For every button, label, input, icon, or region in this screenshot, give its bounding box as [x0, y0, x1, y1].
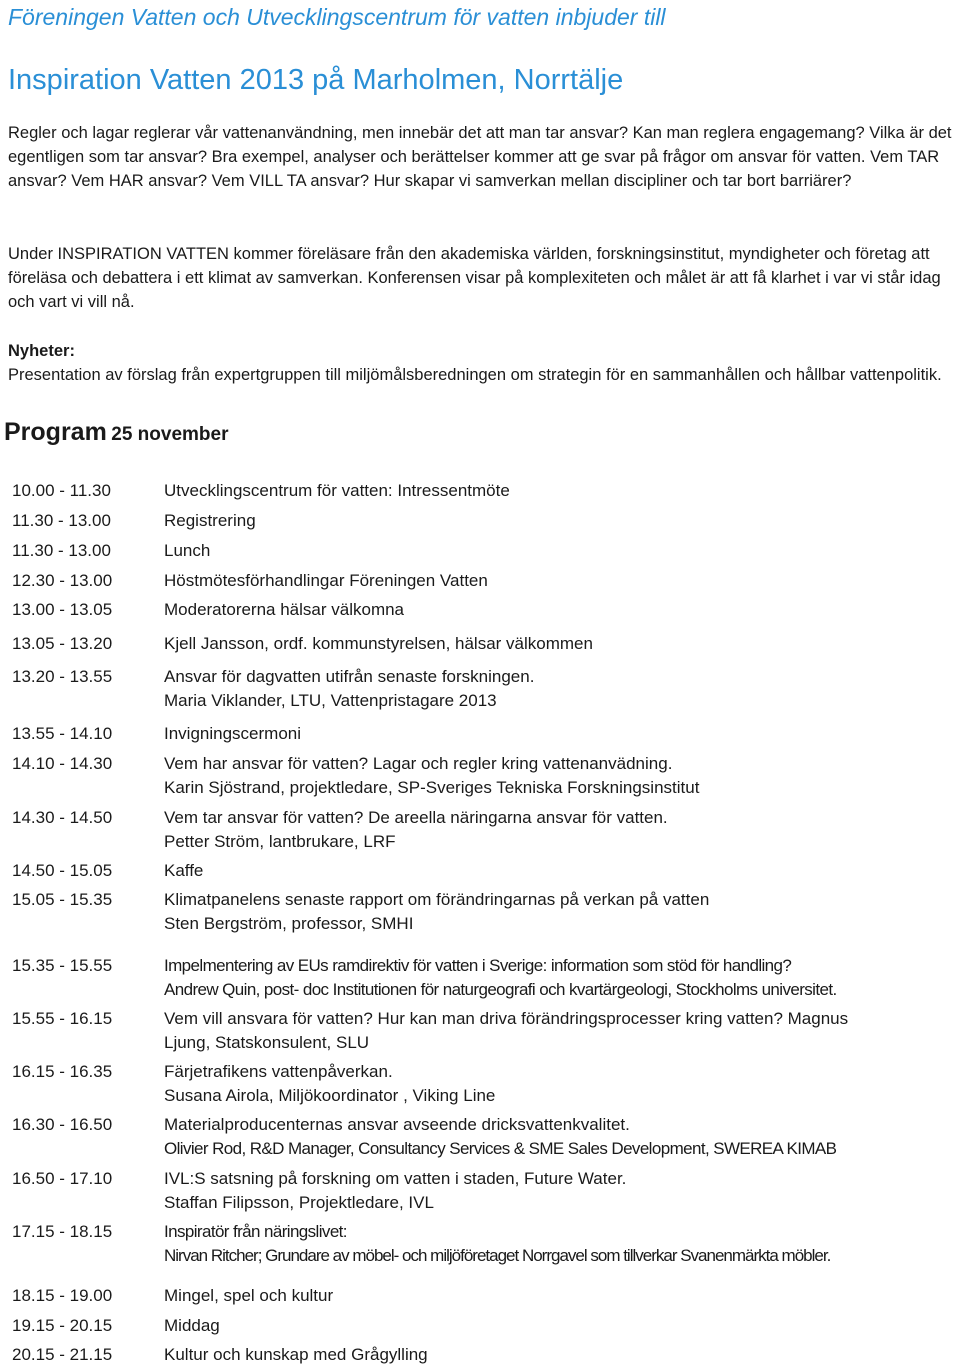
program-speaker: Susana Airola, Miljökoordinator , Viking Line [164, 1086, 496, 1105]
program-time: 10.00 - 11.30 [12, 481, 111, 500]
program-activity: Kultur och kunskap med Grågylling [164, 1345, 428, 1364]
program-activity: Materialproducenternas ansvar avseende dricksvattenkvalitet. [164, 1115, 630, 1134]
program-time: 16.15 - 16.35 [12, 1062, 113, 1081]
program-time: 11.30 - 13.00 [12, 541, 111, 560]
program-activity: Höstmötesförhandlingar Föreningen Vatten [164, 571, 488, 590]
program-activity: Färjetrafikens vattenpåverkan. [164, 1062, 393, 1081]
program-time: 19.15 - 20.15 [12, 1316, 113, 1335]
program-time: 13.05 - 13.20 [12, 634, 113, 653]
program-time: 13.20 - 13.55 [12, 667, 113, 686]
program-time: 15.55 - 16.15 [12, 1009, 113, 1028]
program-activity: Middag [164, 1316, 220, 1335]
program-time: 14.30 - 14.50 [12, 808, 113, 827]
program-speaker: Olivier Rod, R&D Manager, Consultancy Services & SME Sales Development, SWEREA KIMAB [164, 1139, 837, 1158]
program-speaker: Andrew Quin, post- doc Institutionen för naturgeografi och kvartärgeologi, Stockholms universitet. [164, 980, 837, 999]
program-speaker: Petter Ström, lantbrukare, LRF [164, 832, 396, 851]
program-time: 17.15 - 18.15 [12, 1222, 113, 1241]
program-time: 15.05 - 15.35 [12, 890, 113, 909]
program-speaker: Maria Viklander, LTU, Vattenpristagare 2013 [164, 691, 497, 710]
program-time: 12.30 - 13.00 [12, 571, 113, 590]
program-activity: Impelmentering av EUs ramdirektiv för vatten i Sverige: information som stöd för handling? [164, 956, 792, 975]
invitation-heading: Föreningen Vatten och Utvecklingscentrum för vatten inbjuder till [8, 4, 666, 30]
news-heading: Nyheter: [8, 342, 75, 360]
program-time: 11.30 - 13.00 [12, 511, 111, 530]
program-activity: IVL:S satsning på forskning om vatten i staden, Future Water. [164, 1169, 627, 1188]
program-activity: Vem har ansvar för vatten? Lagar och regler kring vattenanvädning. [164, 754, 673, 773]
program-time: 13.00 - 13.05 [12, 600, 113, 619]
program-activity: Vem vill ansvara för vatten? Hur kan man driva förändringsprocesser kring vatten? Magnus [164, 1009, 849, 1028]
program-date: 25 november [111, 424, 229, 445]
program-title: Program [4, 418, 107, 446]
program-speaker: Ljung, Statskonsulent, SLU [164, 1033, 370, 1052]
program-activity: Lunch [164, 541, 211, 560]
program-speaker: Karin Sjöstrand, projektledare, SP-Sveriges Tekniska Forskningsinstitut [164, 778, 700, 797]
program-time: 15.35 - 15.55 [12, 956, 113, 975]
program-activity: Klimatpanelens senaste rapport om förändringarnas på verkan på vatten [164, 890, 710, 909]
program-activity: Kaffe [164, 861, 204, 880]
program-heading [4, 418, 229, 447]
conference-description: Under INSPIRATION VATTEN kommer föreläsare från den akademiska världen, forskningsinstitut, myndigheter och företag att föreläsa och debattera i ett klimat av samverkan. Konferensen visar på komplexiteten och målet är att få klarhet i var vi står idag och vart vi vill nå. [8, 245, 941, 311]
program-activity: Inspiratör från näringslivet: [164, 1222, 347, 1241]
program-activity: Utvecklingscentrum för vatten: Intressentmöte [164, 481, 510, 500]
program-activity: Mingel, spel och kultur [164, 1286, 334, 1305]
program-activity: Registrering [164, 511, 256, 530]
program-time: 16.50 - 17.10 [12, 1169, 113, 1188]
program-time: 14.50 - 15.05 [12, 861, 113, 880]
program-time: 13.55 - 14.10 [12, 724, 113, 743]
intro-paragraph: Regler och lagar reglerar vår vattenanvändning, men innebär det att man tar ansvar? Kan man reglera engagemang? Vilka är det egentligen som tar ansvar? Bra exempel, analyser och berättelser kommer att ge svar på frågor om ansvar för vatten. Vem TAR ansvar? Vem HAR ansvar? Vem VILL TA ansvar? Hur skapar vi samverkan mellan discipliner och tar bort barriärer? [8, 124, 952, 190]
program-time: 18.15 - 19.00 [12, 1286, 113, 1305]
program-speaker: Nirvan Ritcher; Grundare av möbel- och miljöföretaget Norrgavel som tillverkar Svanenmärkta möbler. [164, 1246, 831, 1265]
program-activity: Kjell Jansson, ordf. kommunstyrelsen, hälsar välkommen [164, 634, 593, 653]
program-speaker: Sten Bergström, professor, SMHI [164, 914, 414, 933]
program-time: 20.15 - 21.15 [12, 1345, 113, 1364]
news-text: Presentation av förslag från expertgruppen till miljömålsberedningen om strategin för en sammanhållen och hållbar vattenpolitik. [8, 366, 942, 384]
program-time: 16.30 - 16.50 [12, 1115, 113, 1134]
program-time: 14.10 - 14.30 [12, 754, 113, 773]
program-activity: Ansvar för dagvatten utifrån senaste forskningen. [164, 667, 535, 686]
program-activity: Moderatorerna hälsar välkomna [164, 600, 405, 619]
program-speaker: Staffan Filipsson, Projektledare, IVL [164, 1193, 434, 1212]
program-activity: Invigningscermoni [164, 724, 302, 743]
event-title: Inspiration Vatten 2013 på Marholmen, Norrtälje [8, 64, 624, 96]
program-activity: Vem tar ansvar för vatten? De areella näringarna ansvar för vatten. [164, 808, 668, 827]
